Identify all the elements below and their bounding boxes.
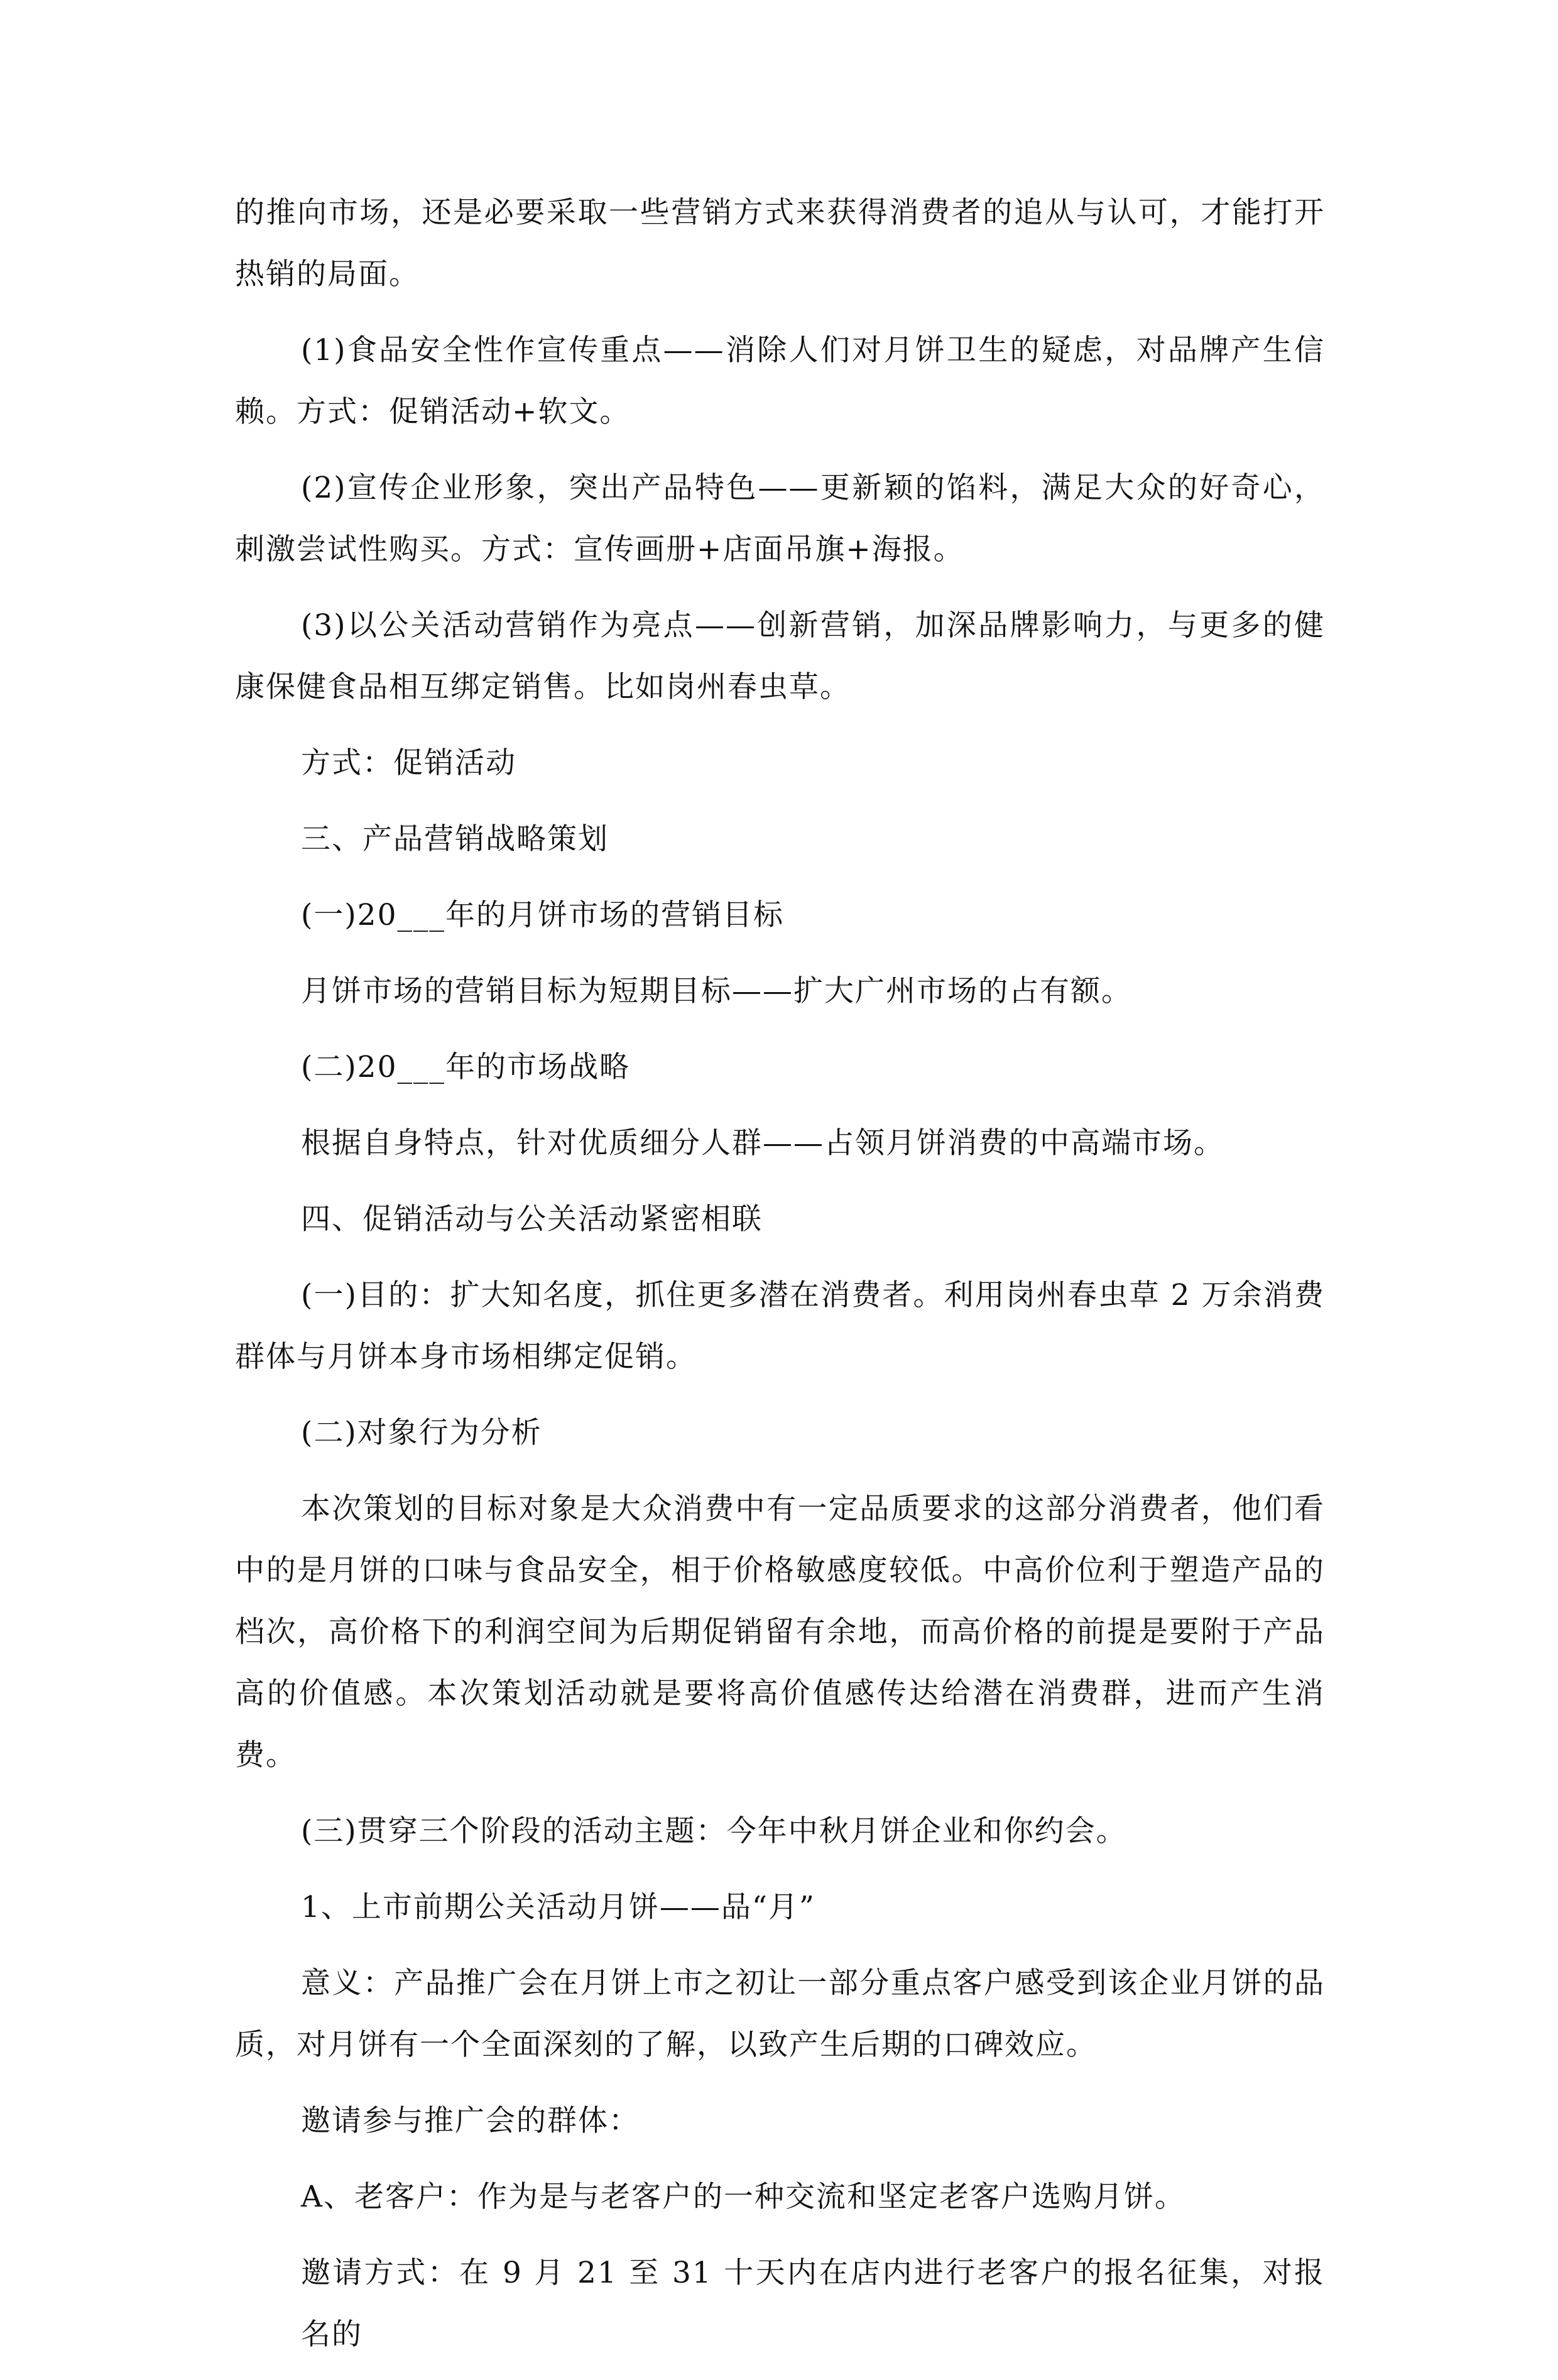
subheading-target-analysis: (二)对象行为分析: [301, 1416, 542, 1450]
paragraph-target-analysis: 本次策划的目标对象是大众消费中有一定品质要求的这部分消费者，他们看中的是月饼的口味与食品安全，相于价格敏感度较低。中高价位利于塑造产品的档次，高价格下的利润空间为后期促销留有余地，而高价格的前提是要附于产品高的价值感。本次策划活动就是要将高价值感传达给潜在消费群，进而产生消费。: [235, 1492, 1325, 1772]
paragraph-marketing-goal: 月饼市场的营销目标为短期目标——扩大广州市场的占有额。: [301, 974, 1132, 1008]
paragraph-item-3: (3)以公关活动营销作为亮点——创新营销，加深品牌影响力，与更多的健康保健食品相互绑定销售。比如岗州春虫草。: [235, 608, 1325, 704]
paragraph-old-customers: A、老客户：作为是与老客户的一种交流和坚定老客户选购月饼。: [301, 2180, 1185, 2214]
paragraph-item-1: (1)食品安全性作宣传重点——消除人们对月饼卫生的疑虑，对品牌产生信赖。方式：促销活动+软文。: [235, 333, 1325, 429]
subheading-marketing-goal: (一)20___年的月饼市场的营销目标: [301, 898, 784, 932]
paragraph-continuation: 的推向市场，还是必要采取一些营销方式来获得消费者的追从与认可，才能打开热销的局面。: [235, 195, 1325, 292]
paragraph-market-strategy: 根据自身特点，针对优质细分人群——占领月饼消费的中高端市场。: [301, 1126, 1224, 1160]
paragraph-item-2: (2)宣传企业形象，突出产品特色——更新颖的馅料，满足大众的好奇心，刺激尝试性购买。方式：宣传画册+店面吊旗+海报。: [235, 471, 1325, 567]
subheading-activity-theme: (三)贯穿三个阶段的活动主题：今年中秋月饼企业和你约会。: [301, 1814, 1127, 1848]
paragraph-method: 方式：促销活动: [301, 746, 516, 780]
subheading-prelaunch-activity: 1、上市前期公关活动月饼——品“月”: [301, 1890, 815, 1924]
paragraph-significance: 意义：产品推广会在月饼上市之初让一部分重点客户感受到该企业月饼的品质，对月饼有一个全面深刻的了解，以致产生后期的口碑效应。: [235, 1966, 1325, 2062]
paragraph-invited-groups: 邀请参与推广会的群体：: [301, 2104, 640, 2138]
section-heading-4: 四、促销活动与公关活动紧密相联: [301, 1202, 763, 1236]
paragraph-purpose: (一)目的：扩大知名度，抓住更多潜在消费者。利用岗州春虫草 2 万余消费群体与月饼本身市场相绑定促销。: [235, 1278, 1325, 1374]
section-heading-3: 三、产品营销战略策划: [301, 822, 609, 856]
subheading-market-strategy: (二)20___年的市场战略: [301, 1050, 630, 1084]
paragraph-invitation-method: 邀请方式：在 9 月 21 至 31 十天内在店内进行老客户的报名征集，对报名的: [301, 2256, 1325, 2352]
document-body: [235, 182, 1325, 2380]
